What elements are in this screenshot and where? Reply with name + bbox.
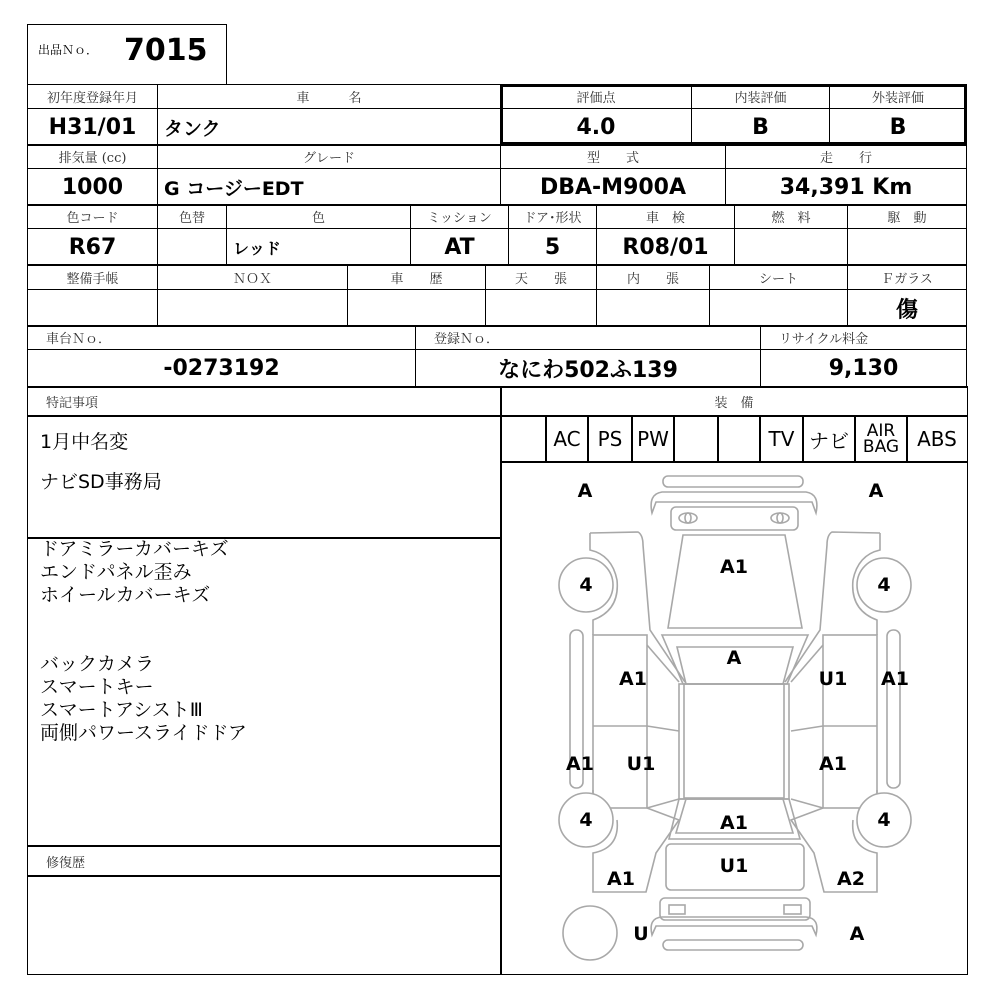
damage-left-front-door: A1 <box>619 668 647 690</box>
equipment-airbag-line-0: AIR <box>866 421 896 441</box>
row5-header-0: 車台Ｎｏ． <box>27 325 416 350</box>
row1-value-3: B <box>691 108 830 146</box>
damage-right-front-door: U1 <box>818 668 848 690</box>
row3-value-3: AT <box>410 228 509 266</box>
rear-bumper-bar <box>663 940 803 950</box>
headlight-right <box>771 513 789 523</box>
row3-header-5: 車 検 <box>596 204 735 229</box>
right-front-fender <box>785 532 880 682</box>
row4-header-5: シート <box>709 264 848 290</box>
equipment-item-1: AC <box>545 415 589 463</box>
damage-left-rear-door: U1 <box>626 753 656 775</box>
roof-outer <box>679 684 789 799</box>
row2-value-2: DBA-M900A <box>500 168 726 206</box>
damage-hood: A1 <box>720 556 748 578</box>
row5-value-1: なにわ502ふ139 <box>415 349 761 388</box>
damage-wheel-fl: 4 <box>579 574 593 596</box>
damage-left-skirt: A1 <box>566 753 594 775</box>
row4-header-4: 内 張 <box>596 264 710 290</box>
row5-header-1: 登録Ｎｏ． <box>415 325 761 350</box>
row2-header-0: 排気量 (cc) <box>27 144 158 169</box>
row3-header-0: 色コード <box>27 204 158 229</box>
damage-rear-glass: A1 <box>720 812 748 834</box>
left-doors <box>593 635 647 808</box>
row4-header-6: Ｆガラス <box>847 264 967 290</box>
damage-rear-bumper-left: U <box>633 923 649 945</box>
hood <box>668 535 802 628</box>
row3-header-6: 燃 料 <box>734 204 848 229</box>
equipment-header: 装 備 <box>500 386 968 417</box>
equipment-item-6: TV <box>759 415 804 463</box>
row2-value-1: G コージーEDT <box>157 168 501 206</box>
row5-value-2: 9,130 <box>760 349 967 388</box>
damage-wheel-rl: 4 <box>579 809 593 831</box>
row4-value-6: 傷 <box>847 289 967 327</box>
front-bumper-bar <box>663 476 803 487</box>
row1-header-3: 内装評価 <box>691 84 830 109</box>
equipment-airbag-line-1: BAG <box>862 437 900 457</box>
row4-header-3: 天 張 <box>485 264 597 290</box>
row3-value-2: レッド <box>226 228 411 266</box>
damage-corner-front-left: A <box>577 480 593 502</box>
row2-value-0: 1000 <box>27 168 158 206</box>
row4-header-2: 車 歴 <box>347 264 486 290</box>
right-doors <box>823 635 877 808</box>
damage-wheel-fr: 4 <box>877 574 891 596</box>
repair-history-header: 修復歴 <box>27 845 502 877</box>
row2-header-1: グレード <box>157 144 501 169</box>
row1-value-0: H31/01 <box>27 108 158 146</box>
damage-right-skirt: A1 <box>881 668 909 690</box>
spare-tire <box>563 906 617 960</box>
damage-windshield: A <box>726 647 742 669</box>
row1-header-4: 外装評価 <box>829 84 967 109</box>
remarks-header: 特記事項 <box>27 386 502 417</box>
front-bumper <box>651 492 817 513</box>
row3-value-5: R08/01 <box>596 228 735 266</box>
headlight-left <box>679 513 697 523</box>
equipment-item-2: PS <box>587 415 633 463</box>
row3-value-0: R67 <box>27 228 158 266</box>
row1-header-0: 初年度登録年月 <box>27 84 158 109</box>
equipment-item-3: PW <box>631 415 675 463</box>
right-side-skirt <box>887 630 900 788</box>
damage-corner-front-right: A <box>868 480 884 502</box>
equipment-item-7: ナビ <box>802 415 856 463</box>
row3-value-4: 5 <box>508 228 597 266</box>
remarks-notes-main: ドアミラーカバーキズ エンドパネル歪み ホイールカバーキズ バックカメラ スマートキー スマートアシストⅢ 両側パワースライドドア <box>40 538 247 744</box>
roof <box>684 684 784 798</box>
damage-right-rear-door: A1 <box>819 753 847 775</box>
row5-header-2: リサイクル料金 <box>760 325 967 350</box>
row3-header-3: ミッション <box>410 204 509 229</box>
lot-number-label: 出品Ｎｏ． <box>38 43 99 57</box>
row4-header-0: 整備手帳 <box>27 264 158 290</box>
row2-header-3: 走 行 <box>725 144 967 169</box>
damage-right-rear-fender: A2 <box>837 868 865 890</box>
row3-header-2: 色 <box>226 204 411 229</box>
row3-header-1: 色替 <box>157 204 227 229</box>
row3-header-7: 駆 動 <box>847 204 967 229</box>
row5-value-0: -0273192 <box>27 349 416 388</box>
lot-number: 7015 <box>124 33 208 68</box>
remarks-notes-top: 1月中名変 ナビSD事務局 <box>40 431 162 493</box>
row1-value-2: 4.0 <box>500 108 692 146</box>
row3-header-4: ドア･形状 <box>508 204 597 229</box>
row2-value-3: 34,391 Km <box>725 168 967 206</box>
damage-back-door: U1 <box>719 855 749 877</box>
row1-value-4: B <box>829 108 967 146</box>
equipment-item-9: ABS <box>906 415 968 463</box>
damage-wheel-rr: 4 <box>877 809 891 831</box>
row1-value-1: タンク <box>157 108 501 146</box>
front-grille <box>671 507 798 530</box>
row1-header-1: 車 名 <box>157 84 501 109</box>
damage-left-rear-fender: A1 <box>607 868 635 890</box>
row1-header-2: 評価点 <box>500 84 692 109</box>
row2-header-2: 型 式 <box>500 144 726 169</box>
damage-rear-bumper-right: A <box>849 923 865 945</box>
row4-header-1: ＮＯＸ <box>157 264 348 290</box>
